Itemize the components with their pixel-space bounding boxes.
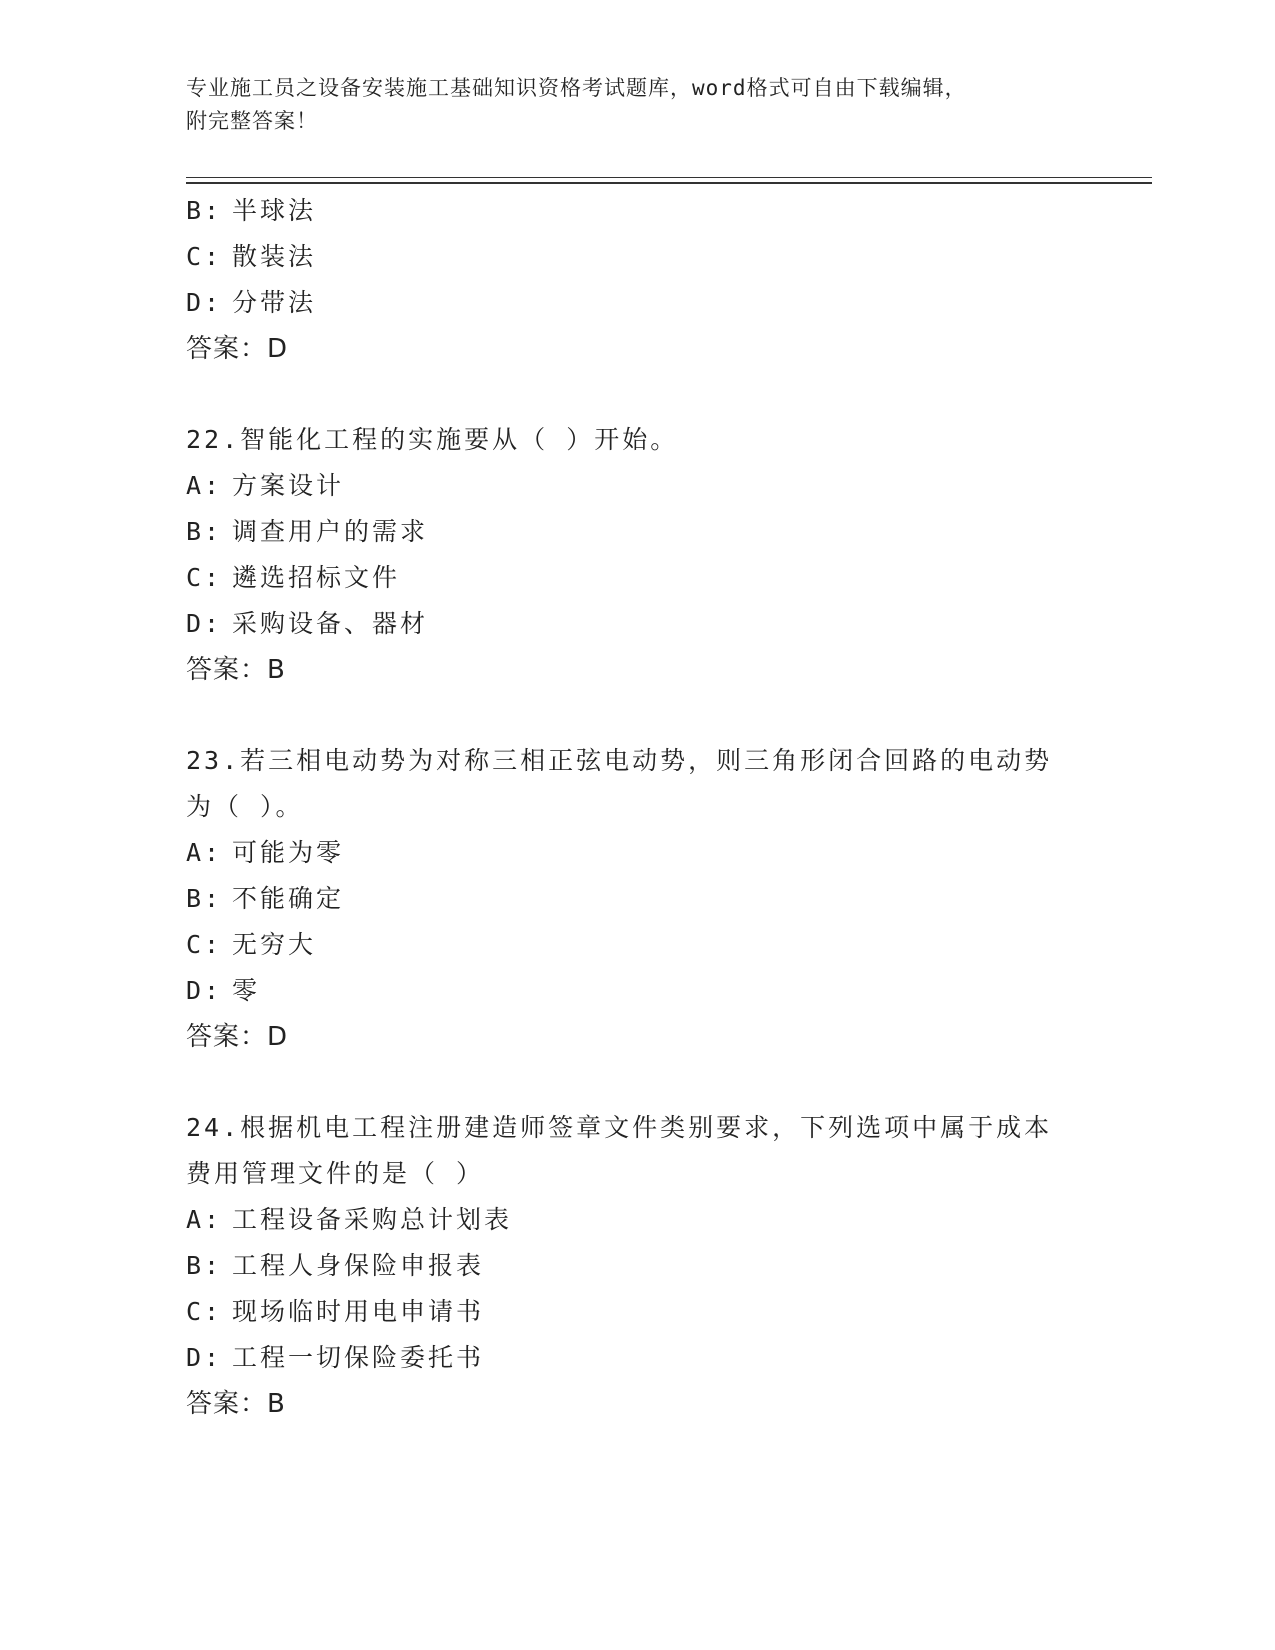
- spacer: [186, 693, 1086, 738]
- option-label: C:: [186, 1297, 223, 1326]
- option-text: 不能确定: [232, 884, 345, 913]
- option-label: D:: [186, 288, 223, 317]
- option-b: [186, 509, 1086, 555]
- question-list: [186, 188, 1086, 1427]
- option-label: A:: [186, 838, 223, 867]
- spacer: [186, 372, 1086, 417]
- answer-line: 答案：D: [186, 1022, 289, 1052]
- option-label: A:: [186, 1205, 223, 1234]
- option-text: 工程设备采购总计划表: [232, 1205, 513, 1234]
- answer-line: 答案：B: [186, 1389, 286, 1419]
- option-a: [186, 463, 1086, 509]
- option-text: 工程一切保险委托书: [232, 1343, 485, 1372]
- option-text: 分带法: [232, 288, 317, 317]
- option-c: [186, 555, 1086, 601]
- question-block-23: [186, 738, 1086, 1060]
- question-stem: 23.若三相电动势为对称三相正弦电动势，则三角形闭合回路的电动势: [186, 746, 1053, 775]
- option-d: [186, 601, 1086, 647]
- question-block-24: [186, 1105, 1086, 1427]
- option-a: [186, 1197, 1086, 1243]
- option-text: 工程人身保险申报表: [232, 1251, 485, 1280]
- document-header: [186, 72, 1086, 138]
- option-c: [186, 1289, 1086, 1335]
- option-label: D:: [186, 976, 223, 1005]
- option-label: D:: [186, 609, 223, 638]
- option-text: 调查用户的需求: [232, 517, 429, 546]
- option-text: 现场临时用电申请书: [232, 1297, 485, 1326]
- question-stem-continued: 为（ ）。: [186, 792, 304, 821]
- option-label: C:: [186, 930, 223, 959]
- option-label: B:: [186, 1251, 223, 1280]
- question-stem-continued: 费用管理文件的是（ ）: [186, 1159, 485, 1188]
- option-label: C:: [186, 242, 223, 271]
- option-text: 无穷大: [232, 930, 317, 959]
- option-text: 可能为零: [232, 838, 345, 867]
- option-d: [186, 968, 1086, 1014]
- option-label: B:: [186, 884, 223, 913]
- option-a: [186, 830, 1086, 876]
- option-d: [186, 280, 1086, 326]
- header-line-2: 附完整答案！: [186, 109, 318, 133]
- answer-line: 答案：D: [186, 334, 289, 364]
- option-text: 采购设备、器材: [232, 609, 429, 638]
- option-text: 散装法: [232, 242, 317, 271]
- option-d: [186, 1335, 1086, 1381]
- option-b: [186, 876, 1086, 922]
- header-line-1: 专业施工员之设备安装施工基础知识资格考试题库，word格式可自由下载编辑，: [186, 76, 967, 100]
- question-stem: 22.智能化工程的实施要从（ ）开始。: [186, 425, 679, 454]
- option-c: [186, 922, 1086, 968]
- question-block-continued: [186, 188, 1086, 372]
- option-c: [186, 234, 1086, 280]
- question-stem: 24.根据机电工程注册建造师签章文件类别要求，下列选项中属于成本: [186, 1113, 1053, 1142]
- answer-line: 答案：B: [186, 655, 286, 685]
- option-label: B:: [186, 196, 223, 225]
- option-b: [186, 188, 1086, 234]
- question-block-22: [186, 417, 1086, 693]
- option-b: [186, 1243, 1086, 1289]
- option-label: D:: [186, 1343, 223, 1372]
- spacer: [186, 1060, 1086, 1105]
- option-text: 方案设计: [232, 471, 345, 500]
- option-label: A:: [186, 471, 223, 500]
- header-divider: [186, 177, 1152, 184]
- option-text: 半球法: [232, 196, 317, 225]
- option-text: 遴选招标文件: [232, 563, 401, 592]
- option-label: B:: [186, 517, 223, 546]
- option-text: 零: [232, 976, 261, 1005]
- option-label: C:: [186, 563, 223, 592]
